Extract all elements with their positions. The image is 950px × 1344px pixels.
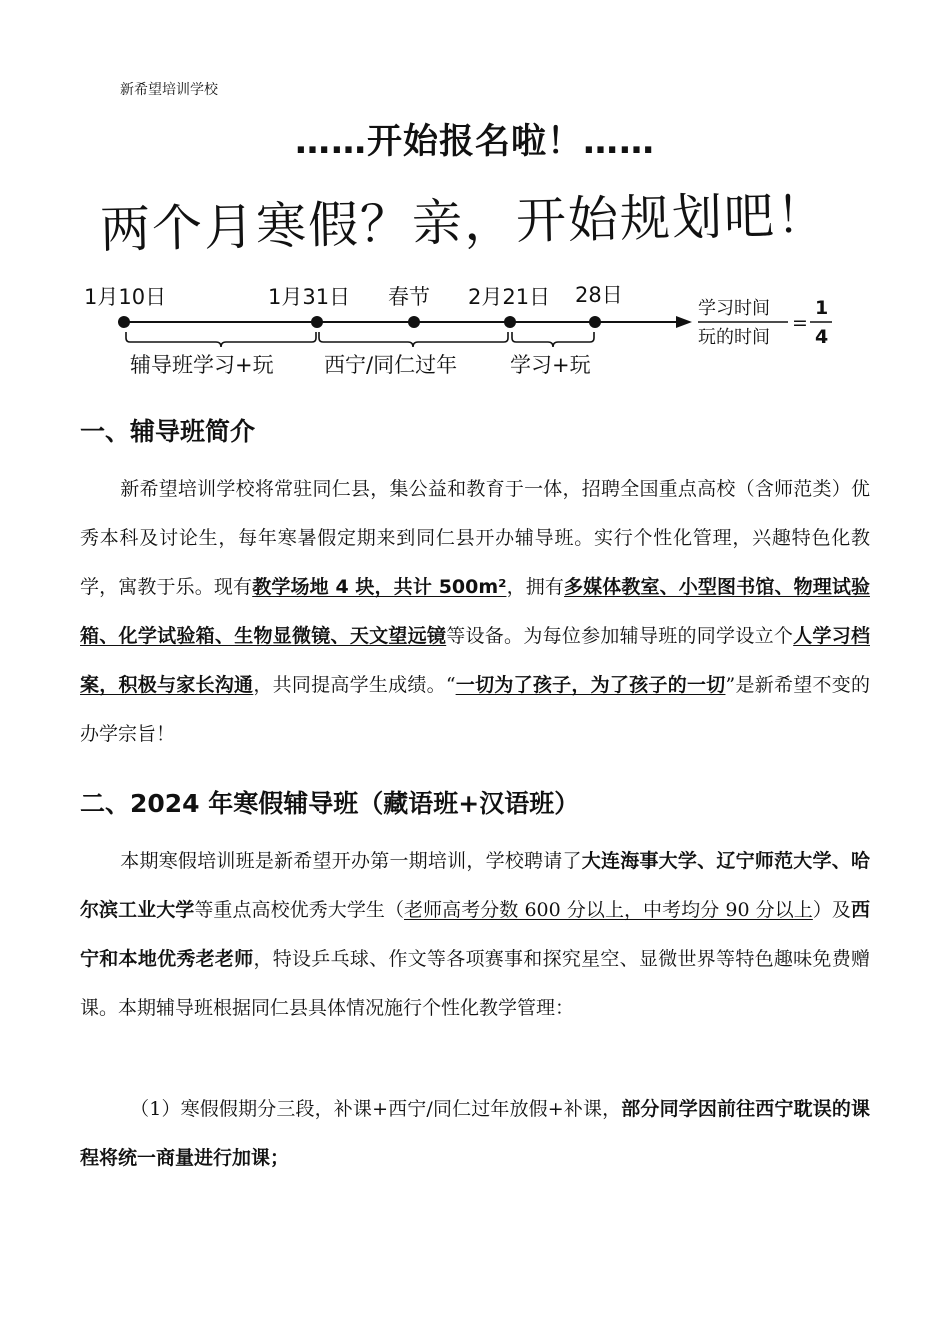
timeline-brace: [319, 332, 508, 347]
headline: 两个月寒假？亲，开始规划吧！: [99, 185, 829, 259]
timeline-arrowhead: [676, 316, 692, 328]
timeline-dot-feb28: [589, 316, 601, 328]
highlight-motto: 一切为了孩子，为了孩子的一切: [455, 674, 726, 696]
timeline-dot-jan10: [118, 316, 130, 328]
timeline-date-label: 春节: [388, 285, 430, 309]
timeline-date-label: 1月10日: [84, 285, 167, 309]
timeline-dot-feb21: [504, 316, 516, 328]
highlight-local-teachers: 西宁和本地优秀老老师: [80, 899, 870, 970]
timeline-dot-jan31: [311, 316, 323, 328]
ratio-label-study: 学习时间: [698, 298, 770, 319]
section-2-item-1: （1）寒假假期分三段，补课+西宁/同仁过年放假+补课，部分同学因前往西宁耽误的课程将统一商量进行加课；: [80, 1098, 870, 1169]
timeline-dot-spring-festival: [408, 316, 420, 328]
timeline-brace: [126, 332, 316, 347]
timeline-segment-label: 西宁/同仁过年: [324, 353, 458, 377]
timeline-date-label: 2月21日: [468, 285, 551, 309]
timeline-graphic: [78, 272, 858, 388]
section-2-paragraph: 本期寒假培训班是新希望开办第一期培训，学校聘请了大连海事大学、辽宁师范大学、哈尔滨工业大学等重点高校优秀大学生（老师高考分数 600 分以上，中考均分 90 分以上）及西宁和本地优秀老老师，特设乒乓球、作文等各项赛事和探究星空、显微世界等特色趣味免费赠课。本期辅导班根据同仁县具体情况施行个性化教学管理：: [80, 850, 870, 1019]
highlight-archive: 人学习档案，积极与家长沟通: [80, 625, 870, 696]
timeline-segment-label: 辅导班学习+玩: [130, 353, 274, 377]
ratio-label-play: 玩的时间: [698, 327, 770, 348]
highlight-universities: 大连海事大学、辽宁师范大学、哈尔滨工业大学: [80, 850, 870, 921]
section-2-title: 二、2024 年寒假辅导班（藏语班+汉语班）: [80, 789, 580, 818]
ratio-numerator: 1: [815, 297, 829, 319]
highlight-equipment: 多媒体教室、小型图书馆、物理试验箱、化学试验箱、生物显微镜、天文望远镜: [80, 576, 870, 647]
timeline-segment-label: 学习+玩: [510, 353, 591, 377]
section-1-paragraph: 新希望培训学校将常驻同仁县，集公益和教育于一体，招聘全国重点高校（含师范类）优秀本科及讨论生，每年寒暑假定期来到同仁县开办辅导班。实行个性化管理，兴趣特色化教学，寓教于乐。现有教学场地 4 块，共计 500m²，拥有多媒体教室、小型图书馆、物理试验箱、化学试验箱、生物显微镜、天文望远镜等设备。为每位参加辅导班的同学设立个人学习档案，积极与家长沟通，共同提高学生成绩。“一切为了孩子，为了孩子的一切”是新希望不变的办学宗旨！: [80, 478, 870, 745]
section-1-title: 一、辅导班简介: [80, 417, 256, 446]
highlight-facilities: 教学场地 4 块，共计 500m²: [252, 576, 507, 598]
highlight-extra-classes: 部分同学因前往西宁耽误的课程将统一商量进行加课；: [80, 1098, 870, 1169]
school-name-header: 新希望培训学校: [120, 82, 218, 98]
ratio-equals: =: [792, 312, 808, 334]
highlight-teacher-scores: 老师高考分数 600 分以上，中考均分 90 分以上: [404, 899, 813, 921]
timeline-date-label: 28日: [575, 283, 623, 307]
page-title: ……开始报名啦！……: [294, 122, 655, 162]
timeline-date-label: 1月31日: [268, 285, 351, 309]
timeline-brace: [512, 332, 594, 347]
ratio-denominator: 4: [815, 326, 829, 348]
